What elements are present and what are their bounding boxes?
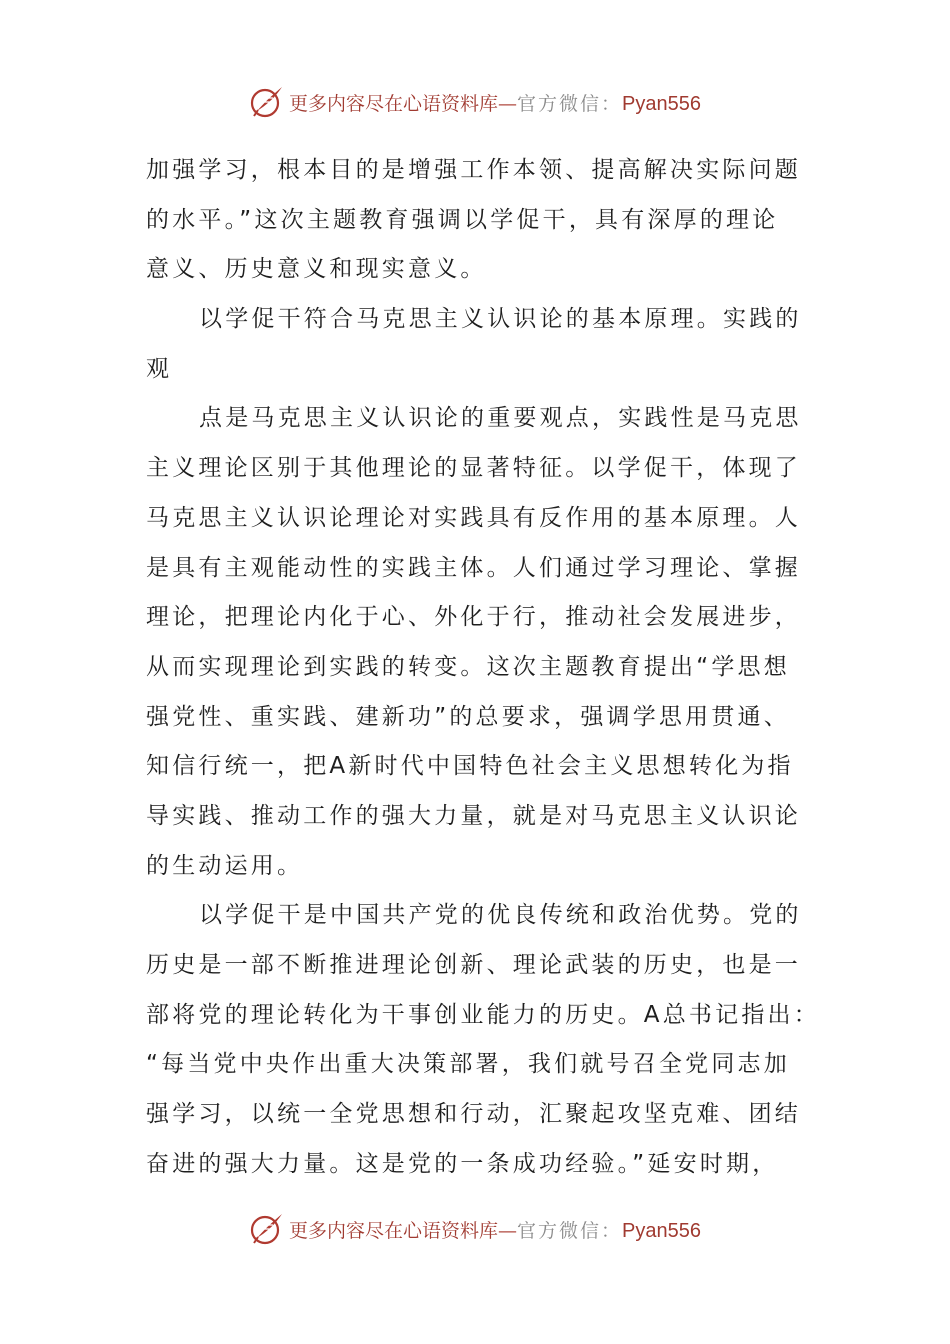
body-line: 的生动运用。 <box>146 852 304 879</box>
header-banner <box>0 80 950 124</box>
footer-text <box>289 1216 701 1243</box>
footer-banner <box>0 1207 950 1251</box>
body-line: 奋进的强大力量。这是党的一条成功经验。”延安时期， <box>146 1150 779 1177</box>
quill-logo-icon <box>249 84 285 120</box>
body-line: 的水平。”这次主题教育强调以学促干，具有深厚的理论 <box>146 206 779 233</box>
body-line: 意义、历史意义和现实意义。 <box>146 256 487 283</box>
body-line: 以学促干符合马克思主义认识论的基本原理。实践的 <box>199 306 802 333</box>
body-line: 历史是一部不断推进理论创新、理论武装的历史，也是一 <box>146 952 801 978</box>
footer-brand: 更多内容尽在心语资料库 <box>289 1219 499 1242</box>
body-line: 主义理论区别于其他理论的显著特征。以学促干，体现了 <box>146 455 801 482</box>
header-separator: — <box>498 92 518 115</box>
body-line: 加强学习，根本目的是增强工作本领、提高解决实际问题 <box>146 157 801 183</box>
footer-wechat-id: Pyan556 <box>622 1219 701 1242</box>
quill-logo-icon <box>249 1211 285 1247</box>
body-line: 部将党的理论转化为干事创业能力的历史。A总书记指出： <box>146 1001 820 1028</box>
header-brand: 更多内容尽在心语资料库 <box>289 92 499 115</box>
body-line: 从而实现理论到实践的转变。这次主题教育提出“学思想 <box>146 653 790 680</box>
body-line: 以学促干是中国共产党的优良传统和政治优势。党的 <box>199 902 802 929</box>
body-line: 观 <box>146 355 173 382</box>
body-line: 理论，把理论内化于心、外化于行，推动社会发展进步， <box>146 604 801 631</box>
body-line: 导实践、推动工作的强大力量，就是对马克思主义认识论 <box>146 802 801 829</box>
body-line: “每当党中央作出重大决策部署，我们就号召全党同志加 <box>146 1051 790 1078</box>
header-wechat-label: 官方微信： <box>517 92 623 115</box>
footer-separator: — <box>498 1219 518 1242</box>
footer-wechat-label: 官方微信： <box>517 1219 623 1242</box>
header-wechat-id: Pyan556 <box>622 92 701 115</box>
document-body <box>146 146 820 1189</box>
body-line: 点是马克思主义认识论的重要观点，实践性是马克思 <box>199 405 802 432</box>
body-line: 马克思主义认识论理论对实践具有反作用的基本原理。人 <box>146 504 801 531</box>
body-line: 强学习，以统一全党思想和行动，汇聚起攻坚克难、团结 <box>146 1101 801 1128</box>
body-line: 是具有主观能动性的实践主体。人们通过学习理论、掌握 <box>146 554 801 581</box>
body-line: 强党性、重实践、建新功”的总要求，强调学思用贯通、 <box>146 703 790 730</box>
body-line: 知信行统一，把A新时代中国特色社会主义思想转化为指 <box>146 753 794 780</box>
header-text <box>289 89 701 116</box>
